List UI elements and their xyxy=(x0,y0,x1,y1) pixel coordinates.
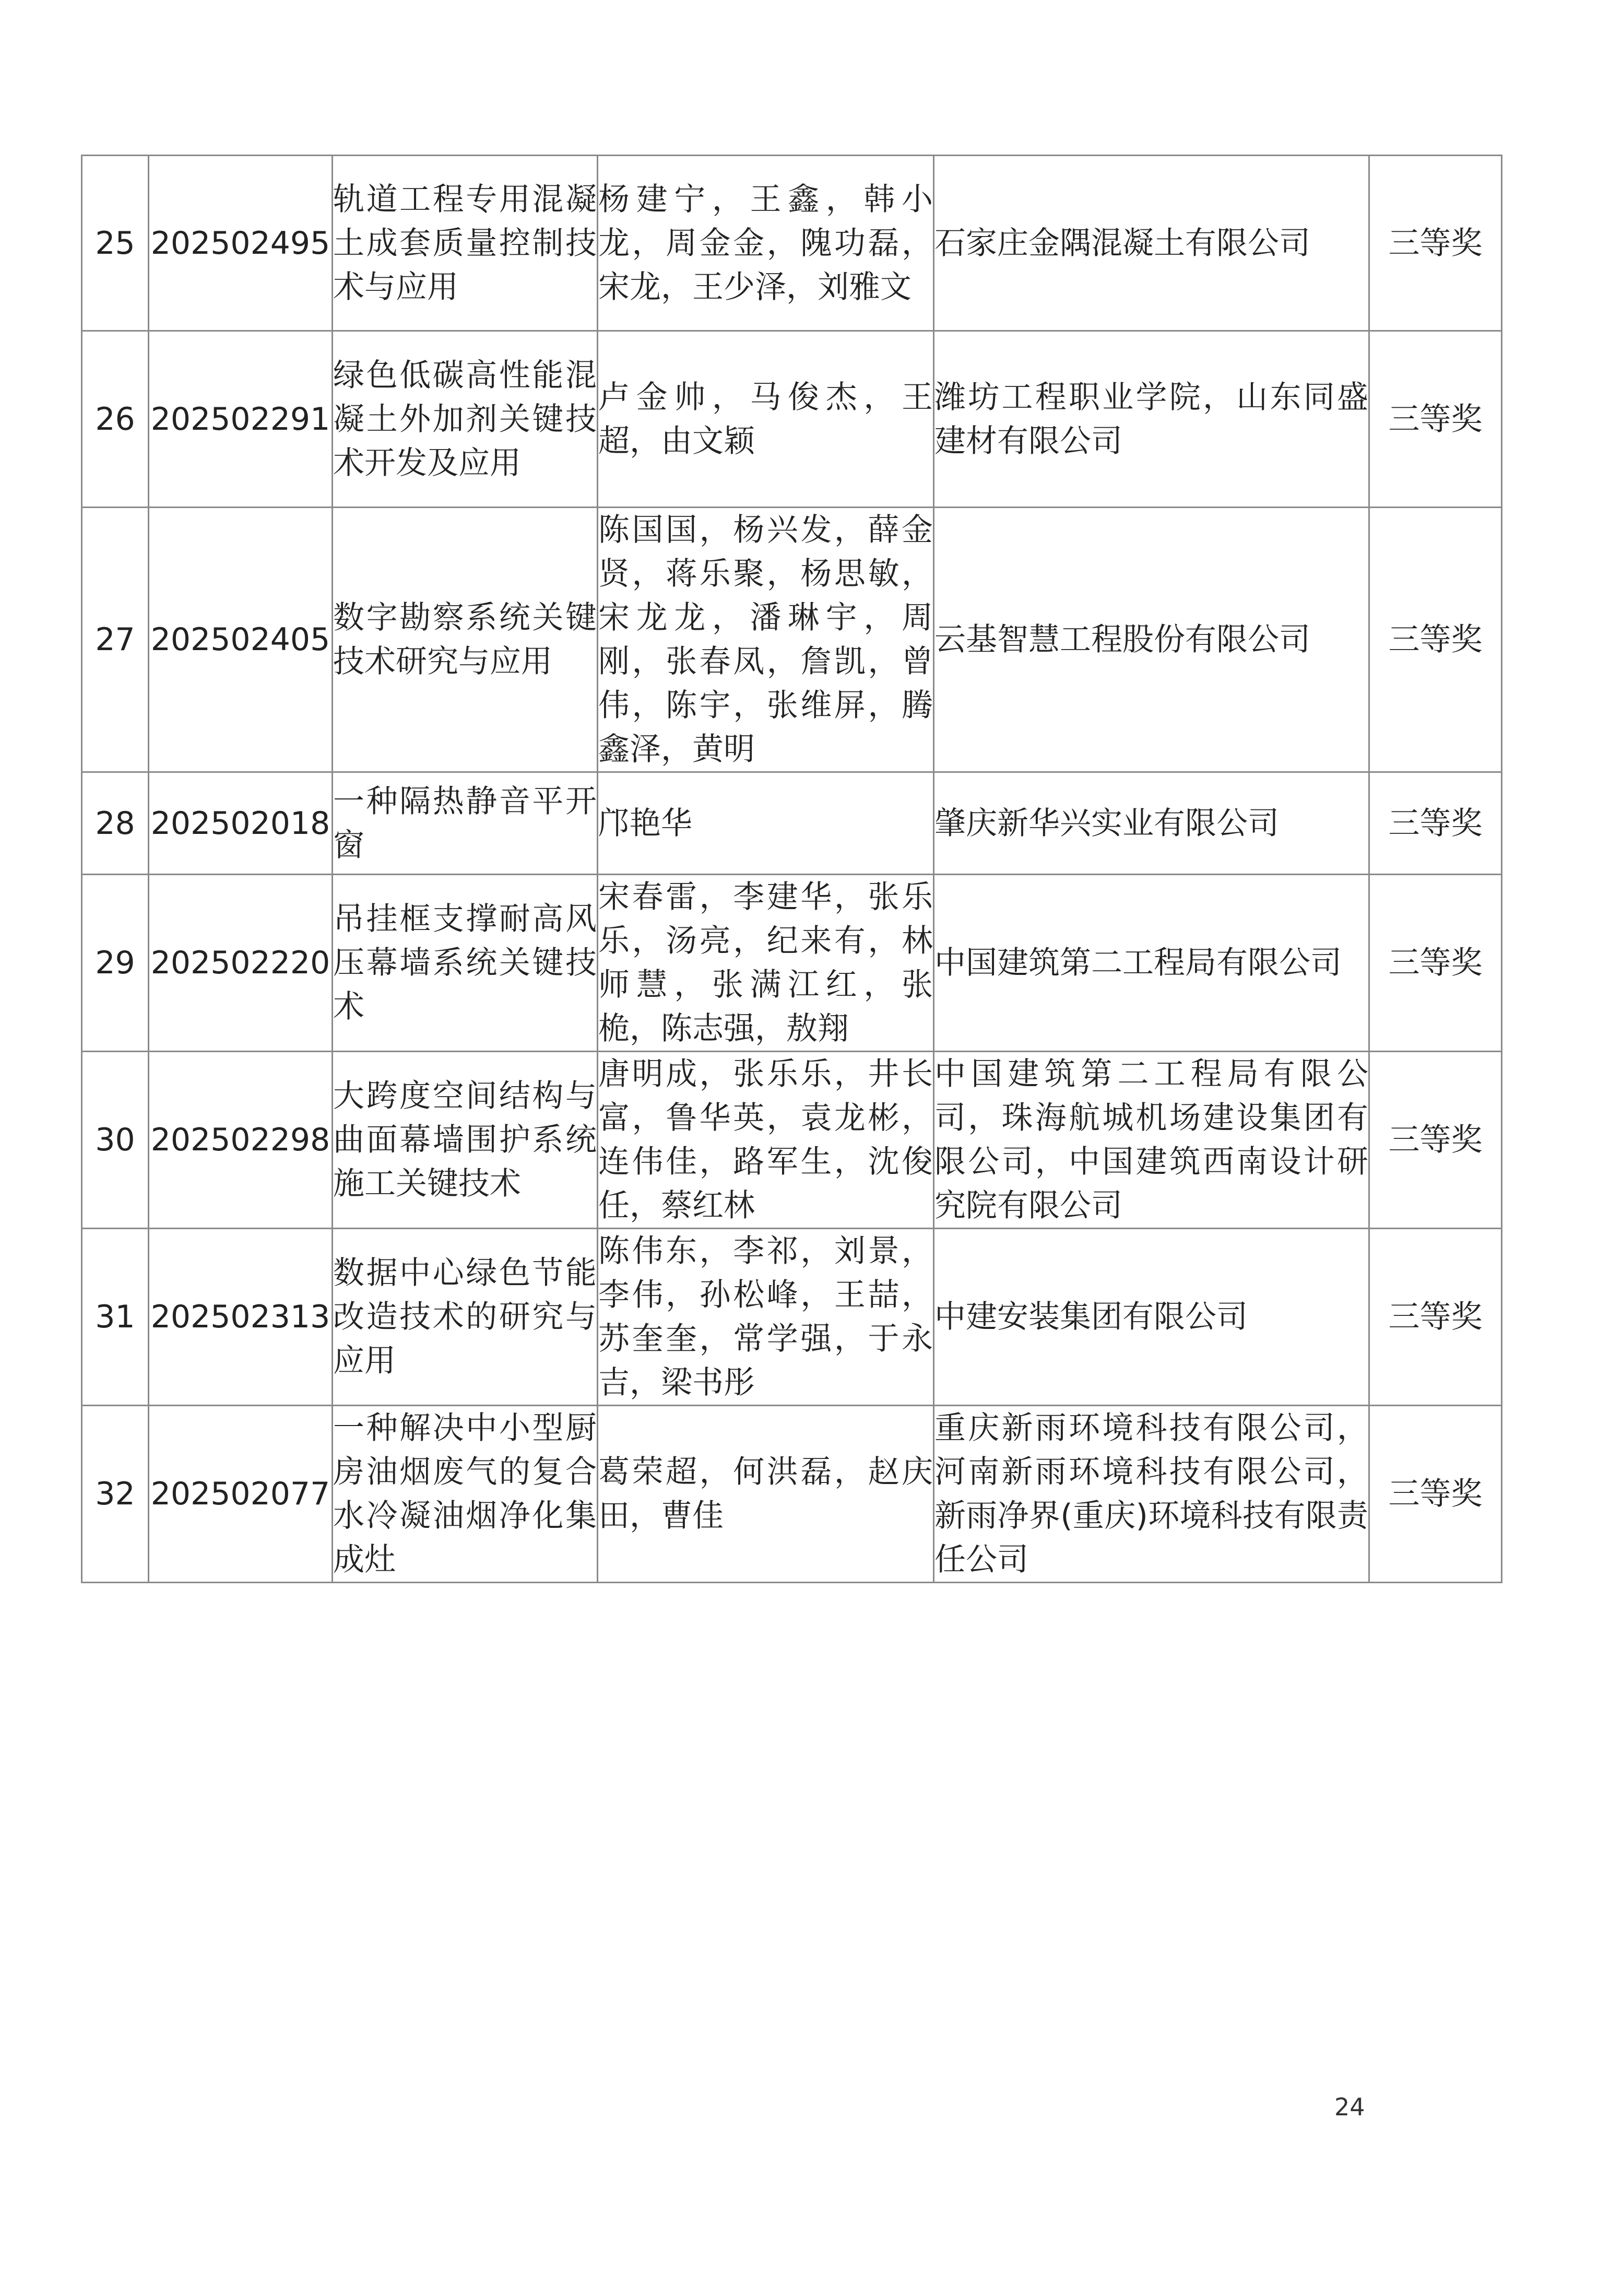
contributors-text: 宋春雷，李建华，张乐乐，汤亮，纪来有，林师慧，张满江红，张桅，陈志强，敖翔 xyxy=(598,879,933,1047)
organization-cell xyxy=(934,875,1369,1052)
project-name-cell xyxy=(333,331,598,508)
table-row xyxy=(82,1052,1502,1229)
awards-table xyxy=(81,155,1502,1583)
project-name-text: 一种解决中小型厨房油烟废气的复合水冷凝油烟净化集成灶 xyxy=(333,1410,597,1578)
organization-cell xyxy=(934,1052,1369,1229)
project-name-cell xyxy=(333,508,598,772)
organization-text: 中国建筑第二工程局有限公司，珠海航城机场建设集团有限公司，中国建筑西南设计研究院有限公司 xyxy=(934,1056,1368,1224)
project-name-text: 一种隔热静音平开窗 xyxy=(333,783,597,864)
project-name-cell xyxy=(333,156,598,331)
project-id-cell: 202502298 xyxy=(149,1052,333,1229)
serial-number-cell: 27 xyxy=(82,508,149,772)
organization-text: 中国建筑第二工程局有限公司 xyxy=(934,945,1342,981)
organization-cell xyxy=(934,1406,1369,1583)
table-row xyxy=(82,156,1502,331)
organization-text: 石家庄金隅混凝土有限公司 xyxy=(934,225,1310,262)
project-id-cell: 202502018 xyxy=(149,772,333,875)
project-name-text: 数据中心绿色节能改造技术的研究与应用 xyxy=(333,1255,597,1379)
project-id-cell: 202502077 xyxy=(149,1406,333,1583)
organization-text: 潍坊工程职业学院，山东同盛建材有限公司 xyxy=(934,379,1368,460)
page-number: 24 xyxy=(1334,2093,1365,2121)
organization-cell xyxy=(934,508,1369,772)
serial-number-cell: 28 xyxy=(82,772,149,875)
project-name-text: 大跨度空间结构与曲面幕墙围护系统施工关键技术 xyxy=(333,1078,597,1202)
project-name-text: 数字勘察系统关键技术研究与应用 xyxy=(333,599,597,680)
serial-number-cell: 32 xyxy=(82,1406,149,1583)
table-row xyxy=(82,1229,1502,1406)
award-level-cell: 三等奖 xyxy=(1369,156,1502,331)
project-id-cell: 202502291 xyxy=(149,331,333,508)
project-name-cell xyxy=(333,1052,598,1229)
award-level-cell: 三等奖 xyxy=(1369,875,1502,1052)
award-level-cell: 三等奖 xyxy=(1369,1406,1502,1583)
contributors-cell xyxy=(598,772,934,875)
project-name-text: 吊挂框支撑耐高风压幕墙系统关键技术 xyxy=(333,901,597,1025)
contributors-text: 唐明成，张乐乐，井长富，鲁华英，袁龙彬，连伟佳，路军生，沈俊任，蔡红林 xyxy=(598,1056,933,1224)
contributors-cell xyxy=(598,331,934,508)
table-row xyxy=(82,331,1502,508)
organization-cell xyxy=(934,156,1369,331)
table-row xyxy=(82,1406,1502,1583)
contributors-text: 卢金帅，马俊杰，王超，由文颖 xyxy=(598,379,933,460)
award-level-cell: 三等奖 xyxy=(1369,508,1502,772)
organization-text: 重庆新雨环境科技有限公司，河南新雨环境科技有限公司，新雨净界(重庆)环境科技有限责任公司 xyxy=(934,1410,1368,1578)
organization-cell xyxy=(934,1229,1369,1406)
organization-text: 云基智慧工程股份有限公司 xyxy=(934,621,1310,658)
serial-number-cell: 30 xyxy=(82,1052,149,1229)
organization-cell xyxy=(934,772,1369,875)
organization-cell xyxy=(934,331,1369,508)
serial-number-cell: 26 xyxy=(82,331,149,508)
project-name-cell xyxy=(333,875,598,1052)
contributors-text: 杨建宁，王鑫，韩小龙，周金金，隗功磊，宋龙，王少泽，刘雅文 xyxy=(598,181,933,305)
project-id-cell: 202502405 xyxy=(149,508,333,772)
contributors-cell xyxy=(598,1229,934,1406)
serial-number-cell: 25 xyxy=(82,156,149,331)
project-name-cell xyxy=(333,1229,598,1406)
project-name-cell xyxy=(333,1406,598,1583)
contributors-cell xyxy=(598,1406,934,1583)
contributors-cell xyxy=(598,1052,934,1229)
project-id-cell: 202502220 xyxy=(149,875,333,1052)
project-name-text: 轨道工程专用混凝土成套质量控制技术与应用 xyxy=(333,181,597,305)
project-name-text: 绿色低碳高性能混凝土外加剂关键技术开发及应用 xyxy=(333,357,597,481)
project-name-cell xyxy=(333,772,598,875)
organization-text: 中建安装集团有限公司 xyxy=(934,1299,1248,1335)
contributors-cell xyxy=(598,508,934,772)
project-id-cell: 202502313 xyxy=(149,1229,333,1406)
contributors-text: 陈国国，杨兴发，薛金贤，蒋乐聚，杨思敏，宋龙龙，潘琳宇，周刚，张春凤，詹凯，曾伟，陈宇，张维屏，腾鑫泽，黄明 xyxy=(598,512,933,768)
award-level-cell: 三等奖 xyxy=(1369,331,1502,508)
serial-number-cell: 31 xyxy=(82,1229,149,1406)
contributors-text: 陈伟东，李祁，刘景，李伟，孙松峰，王喆，苏奎奎，常学强，于永吉，梁书彤 xyxy=(598,1233,933,1401)
award-level-cell: 三等奖 xyxy=(1369,1229,1502,1406)
contributors-cell xyxy=(598,156,934,331)
contributors-text: 葛荣超，何洪磊，赵庆田，曹佳 xyxy=(598,1454,933,1534)
award-level-cell: 三等奖 xyxy=(1369,1052,1502,1229)
serial-number-cell: 29 xyxy=(82,875,149,1052)
award-level-cell: 三等奖 xyxy=(1369,772,1502,875)
organization-text: 肇庆新华兴实业有限公司 xyxy=(934,805,1279,842)
table-row xyxy=(82,875,1502,1052)
contributors-text: 邝艳华 xyxy=(598,805,692,842)
awards-table-body xyxy=(82,156,1502,1583)
table-row xyxy=(82,772,1502,875)
contributors-cell xyxy=(598,875,934,1052)
project-id-cell: 202502495 xyxy=(149,156,333,331)
table-row xyxy=(82,508,1502,772)
